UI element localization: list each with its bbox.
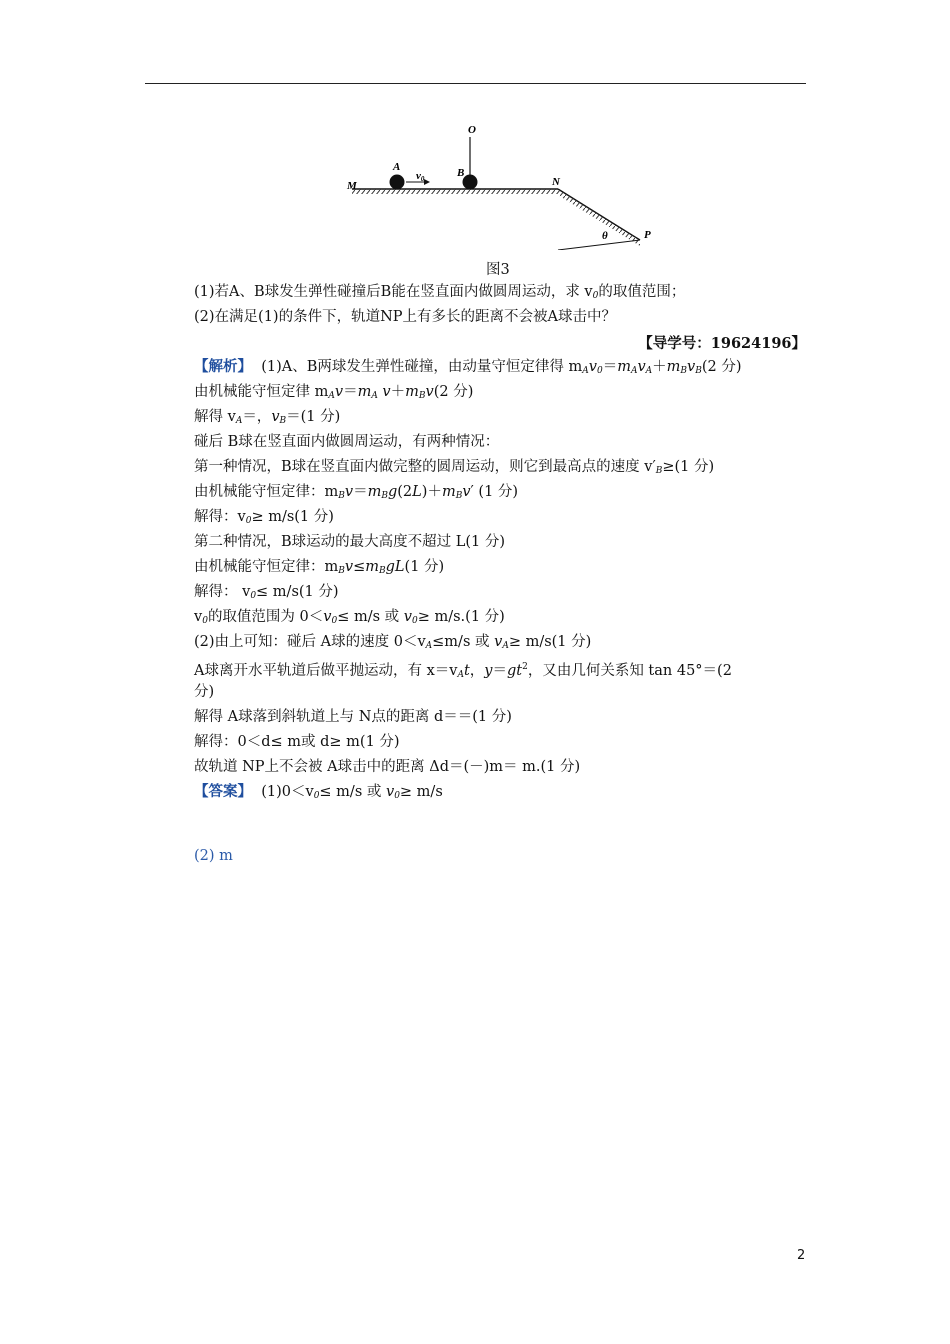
analysis-line-9: 由机械能守恒定律：$m_Bv\le m_BgL(1$ 分) xyxy=(194,559,445,576)
label-n: N xyxy=(552,176,560,188)
analysis-tag: 【解析】 xyxy=(194,358,252,375)
label-o: O xyxy=(468,124,476,136)
page-number: 2 xyxy=(797,1248,806,1263)
label-m: M xyxy=(347,180,357,192)
header-rule xyxy=(145,83,806,84)
analysis-line-2: 由机械能守恒定律 $m_Av=m_A$ $v+m_Bv(2$ 分) xyxy=(194,384,474,401)
analysis-line-1: 【解析】 (1)A、B两球发生弹性碰撞，由动量守恒定律得 $m_Av_0=m_Av_A+m_Bv_B(2$ 分) xyxy=(194,358,742,376)
question-2: (2)在满足(1)的条件下，轨道NP上有多长的距离不会被A球击中？ xyxy=(194,309,616,325)
physics-figure xyxy=(340,118,660,250)
theta-ref-line xyxy=(558,240,640,250)
analysis-line-15: 解得 A球落到斜轨道上与 N点的距离 d＝＝(1 分) xyxy=(194,709,512,725)
label-theta: θ xyxy=(602,230,608,242)
label-a: A xyxy=(393,161,401,173)
horizontal-track xyxy=(352,189,558,194)
analysis-line-13: A球离开水平轨道后做平抛运动，有 $x=v_At$，$y=gt^2$，又由几何关系知 tan 45°＝(2 xyxy=(194,662,732,680)
analysis-line-11: $v_0$的取值范围为 $0<v_0\le m/s$ 或 $v_0\ge m/s.(1$ 分) xyxy=(194,609,505,626)
analysis-line-3: 解得 $v_A=$，$v_B=(1$ 分) xyxy=(194,409,341,426)
reference-number: 【导学号：19624196】 xyxy=(638,335,806,352)
analysis-line-14: 分) xyxy=(194,684,215,700)
answer-line-1: 【答案】 $(1)0<v_0\le m/s$ 或 $v_0\ge m/s$ xyxy=(194,783,443,801)
incline-track xyxy=(558,189,640,246)
label-b: B xyxy=(457,167,465,179)
label-v0: v0 xyxy=(416,170,425,183)
analysis-line-17: 故轨道 NP上不会被 A球击中的距离 Δd＝(－)m＝ m.(1 分) xyxy=(194,759,581,775)
analysis-line-5: 第一种情况，B球在竖直面内做完整的圆周运动，则它到最高点的速度 $v'_B\ge(1$ 分) xyxy=(194,459,715,476)
analysis-line-8: 第二种情况，B球运动的最大高度不超过 L(1 分) xyxy=(194,534,506,550)
analysis-line-10: 解得： $v_0\le m/s(1$ 分) xyxy=(194,584,339,601)
figure-caption: 图3 xyxy=(486,262,510,278)
analysis-line-4: 碰后 B球在竖直面内做圆周运动，有两种情况： xyxy=(194,434,500,450)
analysis-line-16: 解得：0＜d≤ m或 d≥ m(1 分) xyxy=(194,734,400,750)
analysis-line-7: 解得：$v_0\ge m/s(1$ 分) xyxy=(194,509,334,526)
ball-b xyxy=(463,175,478,190)
question-1: (1)若A、B球发生弹性碰撞后B能在竖直面内做圆周运动，求 $v_0$的取值范围； xyxy=(194,284,686,301)
analysis-line-6: 由机械能守恒定律：$m_Bv=m_Bg(2L)+m_Bv'$ (1 分) xyxy=(194,484,519,501)
label-p: P xyxy=(644,229,651,241)
ball-a xyxy=(390,175,405,190)
analysis-line-12: (2)由上可知：碰后 A球的速度 $0<v_A\le m/s$ 或 $v_A\ge m/s(1$ 分) xyxy=(194,634,592,651)
answer-line-2: (2) m xyxy=(194,848,233,864)
answer-tag: 【答案】 xyxy=(194,783,252,800)
